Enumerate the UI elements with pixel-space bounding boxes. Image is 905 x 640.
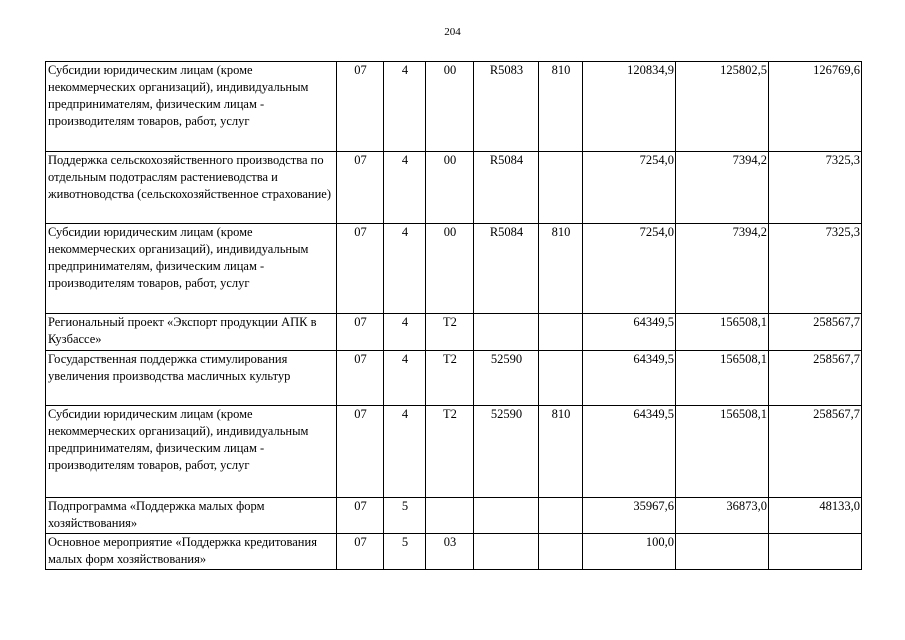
amount-year-1-cell: 35967,6 — [583, 498, 676, 534]
direction-code-cell — [474, 498, 539, 534]
table-row — [46, 406, 862, 498]
table-row — [46, 498, 862, 534]
amount-year-3-cell — [769, 534, 862, 570]
amount-year-3-cell: 258567,7 — [769, 406, 862, 498]
subprogram-code-cell: 4 — [384, 314, 426, 351]
row-name-cell: Поддержка сельскохозяйственного производства по отдельным подотраслям растениеводства и животноводства (сельскохозяйственное страхование) — [46, 152, 337, 224]
subprogram-code-cell: 4 — [384, 406, 426, 498]
event-code-cell: Т2 — [426, 406, 474, 498]
table-row — [46, 314, 862, 351]
row-name-cell: Субсидии юридическим лицам (кроме некоммерческих организаций), индивидуальным предпринимателям, физическим лицам - производителям товаров, работ, услуг — [46, 224, 337, 314]
table-row — [46, 224, 862, 314]
direction-code-cell: 52590 — [474, 351, 539, 406]
event-code-cell: 00 — [426, 152, 474, 224]
expense-type-cell — [539, 498, 583, 534]
expense-type-cell: 810 — [539, 224, 583, 314]
expense-type-cell — [539, 351, 583, 406]
section-code-cell: 07 — [337, 314, 384, 351]
subprogram-code-cell: 4 — [384, 62, 426, 152]
event-code-cell: Т2 — [426, 314, 474, 351]
direction-code-cell: 52590 — [474, 406, 539, 498]
direction-code-cell — [474, 314, 539, 351]
row-name-cell: Региональный проект «Экспорт продукции АПК в Кузбассе» — [46, 314, 337, 351]
table-row — [46, 351, 862, 406]
event-code-cell — [426, 498, 474, 534]
amount-year-1-cell: 7254,0 — [583, 224, 676, 314]
table-row — [46, 152, 862, 224]
amount-year-2-cell: 156508,1 — [676, 314, 769, 351]
amount-year-3-cell: 126769,6 — [769, 62, 862, 152]
amount-year-2-cell — [676, 534, 769, 570]
section-code-cell: 07 — [337, 351, 384, 406]
amount-year-1-cell: 100,0 — [583, 534, 676, 570]
expense-type-cell: 810 — [539, 62, 583, 152]
section-code-cell: 07 — [337, 498, 384, 534]
amount-year-2-cell: 7394,2 — [676, 152, 769, 224]
row-name-cell: Субсидии юридическим лицам (кроме некоммерческих организаций), индивидуальным предпринимателям, физическим лицам - производителям товаров, работ, услуг — [46, 62, 337, 152]
section-code-cell: 07 — [337, 152, 384, 224]
section-code-cell: 07 — [337, 224, 384, 314]
row-name-cell: Государственная поддержка стимулирования увеличения производства масличных культур — [46, 351, 337, 406]
event-code-cell: 00 — [426, 224, 474, 314]
row-name-cell: Основное мероприятие «Поддержка кредитования малых форм хозяйствования» — [46, 534, 337, 570]
amount-year-1-cell: 120834,9 — [583, 62, 676, 152]
direction-code-cell: R5084 — [474, 152, 539, 224]
subprogram-code-cell: 5 — [384, 534, 426, 570]
amount-year-2-cell: 125802,5 — [676, 62, 769, 152]
section-code-cell: 07 — [337, 406, 384, 498]
table-row — [46, 534, 862, 570]
event-code-cell: Т2 — [426, 351, 474, 406]
subprogram-code-cell: 5 — [384, 498, 426, 534]
direction-code-cell: R5083 — [474, 62, 539, 152]
expense-type-cell — [539, 152, 583, 224]
event-code-cell: 03 — [426, 534, 474, 570]
expense-type-cell: 810 — [539, 406, 583, 498]
amount-year-1-cell: 7254,0 — [583, 152, 676, 224]
amount-year-3-cell: 7325,3 — [769, 224, 862, 314]
expense-type-cell — [539, 314, 583, 351]
expense-type-cell — [539, 534, 583, 570]
subprogram-code-cell: 4 — [384, 224, 426, 314]
amount-year-1-cell: 64349,5 — [583, 406, 676, 498]
amount-year-1-cell: 64349,5 — [583, 351, 676, 406]
row-name-cell: Субсидии юридическим лицам (кроме некоммерческих организаций), индивидуальным предпринимателям, физическим лицам - производителям товаров, работ, услуг — [46, 406, 337, 498]
budget-table — [45, 61, 862, 570]
amount-year-3-cell: 48133,0 — [769, 498, 862, 534]
amount-year-2-cell: 36873,0 — [676, 498, 769, 534]
amount-year-3-cell: 258567,7 — [769, 351, 862, 406]
amount-year-2-cell: 7394,2 — [676, 224, 769, 314]
amount-year-2-cell: 156508,1 — [676, 406, 769, 498]
section-code-cell: 07 — [337, 534, 384, 570]
subprogram-code-cell: 4 — [384, 351, 426, 406]
page-number: 204 — [444, 26, 461, 38]
subprogram-code-cell: 4 — [384, 152, 426, 224]
direction-code-cell — [474, 534, 539, 570]
section-code-cell: 07 — [337, 62, 384, 152]
amount-year-1-cell: 64349,5 — [583, 314, 676, 351]
direction-code-cell: R5084 — [474, 224, 539, 314]
amount-year-3-cell: 7325,3 — [769, 152, 862, 224]
amount-year-3-cell: 258567,7 — [769, 314, 862, 351]
table-row — [46, 62, 862, 152]
amount-year-2-cell: 156508,1 — [676, 351, 769, 406]
row-name-cell: Подпрограмма «Поддержка малых форм хозяйствования» — [46, 498, 337, 534]
event-code-cell: 00 — [426, 62, 474, 152]
